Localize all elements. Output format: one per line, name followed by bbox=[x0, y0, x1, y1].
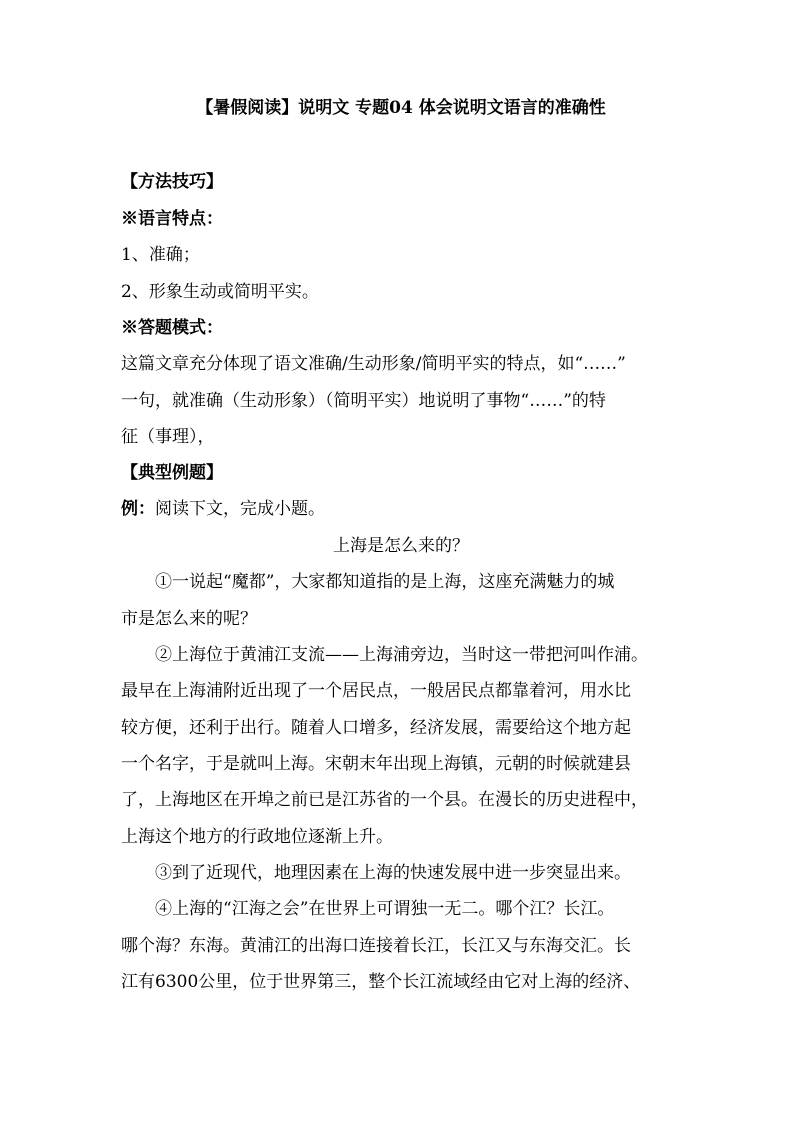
article-p2-line-2: 最早在上海浦附近出现了一个居民点，一般居民点都靠着河，用水比 bbox=[121, 681, 631, 701]
article-p4-line-2: 哪个海？东海。黄浦江的出海口连接着长江，长江又与东海交汇。长 bbox=[121, 936, 631, 956]
article-p2-line-1: ②上海位于黄浦江支流——上海浦旁边，当时这一带把河叫作浦。 bbox=[155, 645, 648, 665]
article-p2-line-5: 了，上海地区在开埠之前已是江苏省的一个县。在漫长的历史进程中， bbox=[121, 790, 648, 810]
document-title: 【暑假阅读】说明文 专题04 体会说明文语言的准确性 bbox=[196, 98, 606, 118]
answer-mode-heading: ※答题模式： bbox=[121, 318, 223, 338]
answer-mode-line-3: 征（事理）， bbox=[121, 427, 215, 447]
example-heading: 【典型例题】 bbox=[121, 463, 223, 483]
article-title: 上海是怎么来的？ bbox=[333, 536, 469, 556]
language-features-heading: ※语言特点： bbox=[121, 209, 223, 229]
article-p2-line-6: 上海这个地方的行政地位逐渐上升。 bbox=[121, 827, 393, 847]
example-instruction: 阅读下文，完成小题。 bbox=[155, 499, 325, 519]
article-p3-line-1: ③到了近现代，地理因素在上海的快速发展中进一步突显出来。 bbox=[155, 863, 631, 883]
example-label: 例： bbox=[121, 499, 155, 519]
feature-item-2: 2、形象生动或简明平实。 bbox=[121, 282, 319, 302]
article-p1-line-2: 市是怎么来的呢？ bbox=[121, 609, 257, 629]
answer-mode-line-1: 这篇文章充分体现了语文准确/生动形象/简明平实的特点，如“……” bbox=[121, 354, 626, 374]
article-p2-line-4: 一个名字，于是就叫上海。宋朝末年出现上海镇，元朝的时候就建县 bbox=[121, 754, 631, 774]
article-p1-line-1: ①一说起“魔都”，大家都知道指的是上海，这座充满魅力的城 bbox=[155, 572, 615, 592]
article-p2-line-3: 较方便，还利于出行。随着人口增多，经济发展，需要给这个地方起 bbox=[121, 718, 631, 738]
article-p4-line-1: ④上海的“江海之会”在世界上可谓独一无二。哪个江？长江。 bbox=[155, 899, 615, 919]
article-p4-line-3: 江有6300公里，位于世界第三，整个长江流域经由它对上海的经济、 bbox=[121, 972, 641, 992]
example-intro bbox=[121, 498, 681, 520]
method-heading: 【方法技巧】 bbox=[121, 172, 223, 192]
answer-mode-line-2: 一句，就准确（生动形象）（简明平实）地说明了事物“……”的特 bbox=[121, 391, 606, 411]
feature-item-1: 1、准确； bbox=[121, 245, 200, 265]
